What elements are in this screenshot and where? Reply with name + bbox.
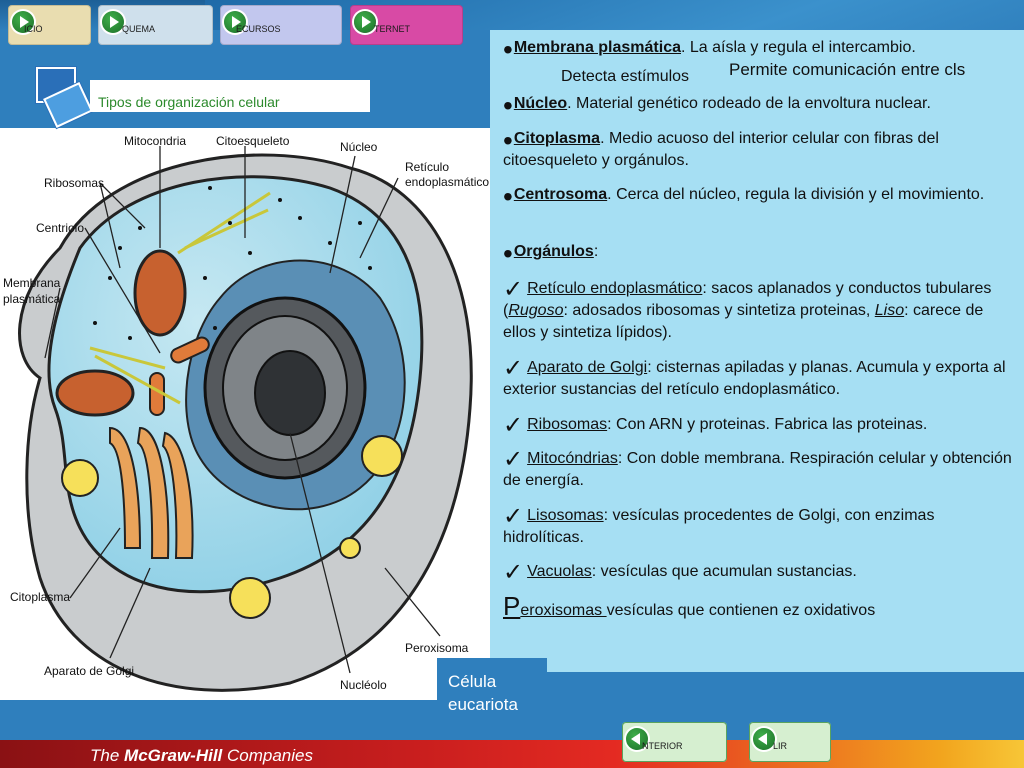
mitochondria-shape bbox=[135, 251, 185, 335]
publisher-logo: The McGraw-Hill Companies bbox=[90, 746, 313, 765]
item-citoplasma: • Citoplasma. Medio acuoso del interior celular con fibras del citoesqueleto y orgánulos. bbox=[503, 123, 1013, 172]
anterior-label: NTERIOR bbox=[642, 741, 683, 751]
salir-label: LIR bbox=[773, 741, 788, 751]
back-arrow-icon bbox=[753, 728, 775, 750]
item-peroxisomas: Peroxisomas vesículas que contienen ez oxidativos bbox=[503, 591, 876, 621]
label-reticulo: Retículo endoplasmático bbox=[405, 160, 490, 189]
label-membrana: Membrana plasmática bbox=[3, 276, 61, 306]
item-mitocondrias: ✓ Mitocóndrias: Con doble membrana. Respiración celular y obtención de energía. bbox=[503, 445, 1013, 492]
inicio-label: ICIO bbox=[24, 24, 43, 34]
item-lisosomas: ✓ Lisosomas: vesículas procedentes de Golgi, con enzimas hidrolíticas. bbox=[503, 502, 1013, 549]
item-vacuolas: ✓ Vacuolas: vesículas que acumulan sustancias. bbox=[503, 558, 1013, 583]
item-organulos: • Orgánulos: bbox=[503, 236, 1013, 263]
caption: Célula eucariota bbox=[437, 658, 547, 738]
recursos-button[interactable] bbox=[220, 5, 342, 45]
item-reticulo: ✓ Retículo endoplasmático: sacos aplanados y conductos tubulares (Rugoso: adosados ribosomas y sintetiza proteinas, Liso: carece de ellos y sintetiza lípidos). bbox=[503, 275, 1013, 344]
label-ribosomas: Ribosomas bbox=[44, 176, 105, 190]
internet-button[interactable] bbox=[350, 5, 463, 45]
cell-diagram-svg bbox=[0, 128, 490, 700]
inicio-button[interactable] bbox=[8, 5, 91, 45]
label-mitocondria: Mitocondria bbox=[124, 134, 187, 148]
footer-bar bbox=[0, 740, 1024, 768]
subtitle-box bbox=[90, 80, 370, 112]
esquema-label: QUEMA bbox=[122, 24, 156, 34]
label-citoesqueleto: Citoesqueleto bbox=[216, 134, 290, 148]
cell-diagram bbox=[0, 128, 490, 700]
internet-label: TERNET bbox=[374, 24, 410, 34]
label-centriolo: Centriolo bbox=[36, 221, 85, 235]
esquema-button[interactable] bbox=[98, 5, 213, 45]
play-icon bbox=[102, 11, 124, 33]
nucleolus-shape bbox=[255, 351, 325, 435]
anterior-button[interactable] bbox=[622, 722, 727, 762]
play-icon bbox=[354, 11, 376, 33]
membrana-permite: Permite comunicación entre cls bbox=[729, 60, 966, 79]
item-golgi: ✓ Aparato de Golgi: cisternas apiladas y planas. Acumula y exporta al exterior sustancias del retículo endoplasmático. bbox=[503, 354, 1013, 401]
label-aparato-golgi: Aparato de Golgi bbox=[44, 664, 135, 678]
membrana-detecta: Detecta estímulos bbox=[561, 68, 690, 85]
page-subtitle: Tipos de organización celular bbox=[98, 94, 280, 110]
label-citoplasma: Citoplasma bbox=[10, 590, 71, 604]
label-nucleo: Núcleo bbox=[340, 140, 378, 154]
label-nucleolo: Nucléolo bbox=[340, 678, 387, 692]
item-nucleo: • Núcleo. Material genético rodeado de la envoltura nuclear. bbox=[503, 88, 1013, 115]
salir-button[interactable] bbox=[749, 722, 831, 762]
slides-icon bbox=[32, 65, 90, 125]
item-centrosoma: • Centrosoma. Cerca del núcleo, regula la división y el movimiento. bbox=[503, 179, 1013, 206]
item-ribosomas: ✓ Ribosomas: Con ARN y proteinas. Fabrica las proteinas. bbox=[503, 411, 1013, 436]
label-peroxisoma: Peroxisoma bbox=[405, 641, 469, 655]
content-panel bbox=[490, 30, 1024, 672]
recursos-label: ECURSOS bbox=[236, 24, 281, 34]
item-membrana: • Membrana plasmática. La aísla y regula el intercambio. bbox=[503, 32, 1013, 59]
